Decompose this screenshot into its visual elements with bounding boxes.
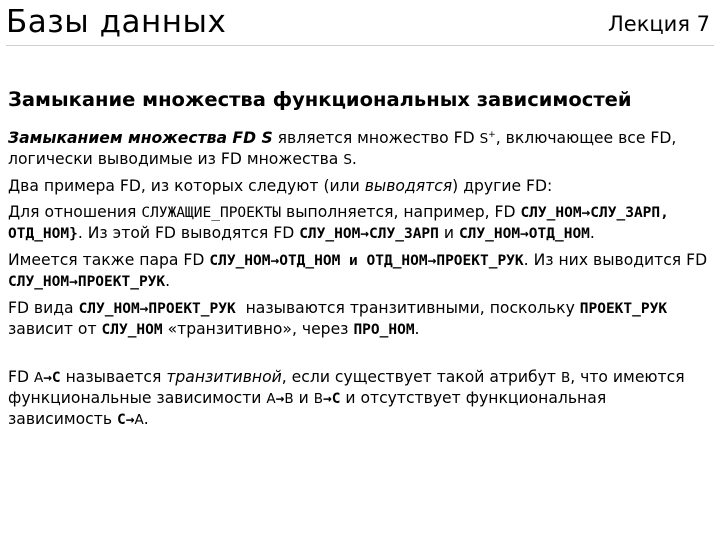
attribute-symbol: B bbox=[560, 370, 571, 386]
attribute-name: ПРОЕКТ_РУК bbox=[579, 301, 668, 317]
slide-header bbox=[0, 0, 720, 48]
set-symbol: S bbox=[479, 131, 489, 147]
text: Два примера FD, из которых следуют (или bbox=[8, 177, 365, 195]
attribute-symbol: C bbox=[331, 391, 341, 407]
text: . bbox=[589, 224, 595, 242]
text: называются транзитивными, поскольку bbox=[235, 299, 580, 317]
defined-term: Замыканием множества FD S bbox=[8, 129, 273, 147]
text: . bbox=[143, 410, 149, 428]
text: , включающее все FD, логически выводимые из FD множества bbox=[8, 129, 677, 168]
text: , если существует такой атрибут bbox=[281, 368, 561, 386]
text: Имеется также пара FD bbox=[8, 251, 210, 269]
section-heading: Замыкание множества функциональных зависимостей bbox=[8, 88, 632, 111]
attribute-name: ПРО_НОМ bbox=[353, 322, 415, 338]
fd-expression: СЛУ_НОМ→СЛУ_ЗАРП, ОТД_НОМ} bbox=[8, 205, 669, 242]
fd-expression: СЛУ_НОМ→ПРОЕКТ_РУК bbox=[8, 274, 166, 290]
attribute-symbol: C bbox=[51, 370, 61, 386]
text: . bbox=[165, 272, 171, 290]
arrow-symbol: → bbox=[322, 391, 332, 407]
emphasis: транзитивной bbox=[166, 368, 282, 386]
paragraph-definition bbox=[8, 128, 712, 170]
closure-superscript: + bbox=[488, 129, 496, 140]
set-symbol: S bbox=[343, 152, 352, 168]
attribute-symbol: A bbox=[266, 391, 276, 407]
arrow-symbol: → bbox=[275, 391, 285, 407]
text: . Из этой FD выводятся FD bbox=[77, 224, 300, 242]
slide-body bbox=[8, 128, 712, 436]
arrow-symbol: → bbox=[43, 370, 52, 386]
paragraph-example-1 bbox=[8, 202, 712, 244]
fd-expression: СЛУ_НОМ→ОТД_НОМ и ОТД_НОМ→ПРОЕКТ_РУК bbox=[209, 253, 524, 269]
relation-name: СЛУЖАЩИЕ_ПРОЕКТЫ bbox=[141, 205, 282, 221]
text: и bbox=[438, 224, 459, 242]
text: и отсутствует функциональная зависимость bbox=[8, 389, 607, 428]
fd-expression: СЛУ_НОМ→ОТД_НОМ bbox=[458, 226, 590, 242]
text: , что имеются функциональные зависимости bbox=[8, 368, 685, 407]
text: выполняется, например, FD bbox=[281, 203, 521, 221]
paragraph-transitive-example bbox=[8, 298, 712, 340]
text: Для отношения bbox=[8, 203, 142, 221]
fd-expression: СЛУ_НОМ→СЛУ_ЗАРП bbox=[299, 226, 439, 242]
text: и bbox=[293, 389, 314, 407]
text: «транзитивно», через bbox=[162, 320, 354, 338]
text: называется bbox=[60, 368, 167, 386]
text: ) другие FD: bbox=[452, 177, 553, 195]
attribute-symbol: A bbox=[33, 370, 44, 386]
text: FD bbox=[8, 368, 34, 386]
text: FD вида bbox=[8, 299, 79, 317]
attribute-symbol: A bbox=[134, 412, 144, 428]
lecture-number: Лекция 7 bbox=[607, 12, 710, 36]
text: . bbox=[414, 320, 420, 338]
attribute-symbol: B bbox=[313, 391, 323, 407]
arrow-symbol: → bbox=[125, 412, 135, 428]
text: является множество FD bbox=[272, 129, 480, 147]
paragraph-example-2 bbox=[8, 250, 712, 292]
attribute-symbol: C bbox=[117, 412, 126, 428]
paragraph-examples-intro bbox=[8, 176, 712, 196]
text: . Из них выводится FD bbox=[523, 251, 708, 269]
text: . bbox=[351, 150, 357, 168]
emphasis: выводятся bbox=[364, 177, 453, 195]
paragraph-transitive-definition bbox=[8, 367, 712, 430]
slide-title: Базы данных bbox=[6, 4, 227, 40]
attribute-symbol: B bbox=[284, 391, 294, 407]
attribute-name: СЛУ_НОМ bbox=[101, 322, 163, 338]
text: зависит от bbox=[8, 320, 102, 338]
header-divider bbox=[6, 45, 714, 46]
fd-expression: СЛУ_НОМ→ПРОЕКТ_РУК bbox=[78, 301, 236, 317]
